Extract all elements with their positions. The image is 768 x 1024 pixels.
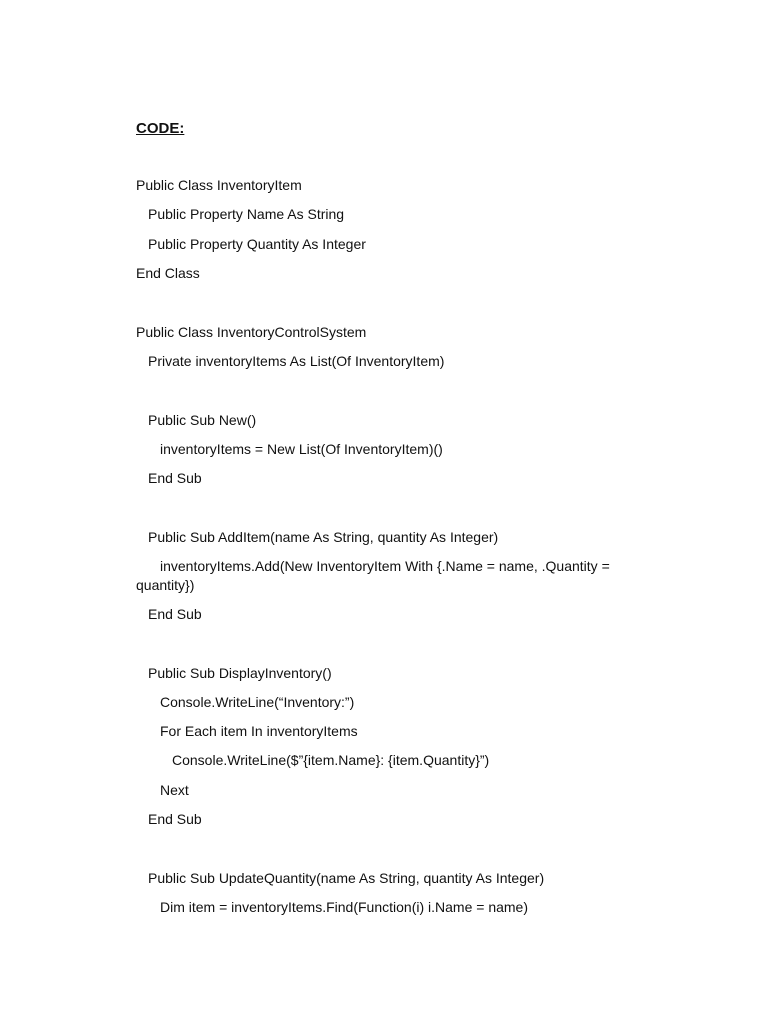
code-line: Public Class InventoryControlSystem: [136, 324, 367, 340]
code-line: Public Property Quantity As Integer: [148, 236, 366, 252]
code-line: quantity}): [136, 577, 195, 593]
code-line: Dim item = inventoryItems.Find(Function(i) i.Name = name): [160, 899, 528, 915]
code-line: Public Sub DisplayInventory(): [148, 665, 332, 681]
code-line: End Sub: [148, 811, 202, 827]
code-line: End Sub: [148, 470, 202, 486]
code-line: Console.WriteLine($”{item.Name}: {item.Quantity}”): [172, 752, 490, 768]
code-line: Public Sub AddItem(name As String, quantity As Integer): [148, 529, 499, 545]
code-line: End Class: [136, 265, 200, 281]
code-line: End Sub: [148, 606, 202, 622]
code-line: inventoryItems = New List(Of InventoryItem)(): [160, 441, 443, 457]
code-line: Public Class InventoryItem: [136, 177, 302, 193]
code-line: Public Sub UpdateQuantity(name As String, quantity As Integer): [148, 870, 545, 886]
code-line: Console.WriteLine(“Inventory:”): [160, 694, 355, 710]
code-line: inventoryItems.Add(New InventoryItem With {.Name = name, .Quantity =: [160, 558, 610, 574]
code-heading: CODE:: [136, 120, 185, 137]
code-line: Public Sub New(): [148, 412, 257, 428]
code-line: Public Property Name As String: [148, 206, 345, 222]
code-line: For Each item In inventoryItems: [160, 723, 358, 739]
code-line: Next: [160, 782, 189, 798]
code-line: Private inventoryItems As List(Of InventoryItem): [148, 353, 445, 369]
